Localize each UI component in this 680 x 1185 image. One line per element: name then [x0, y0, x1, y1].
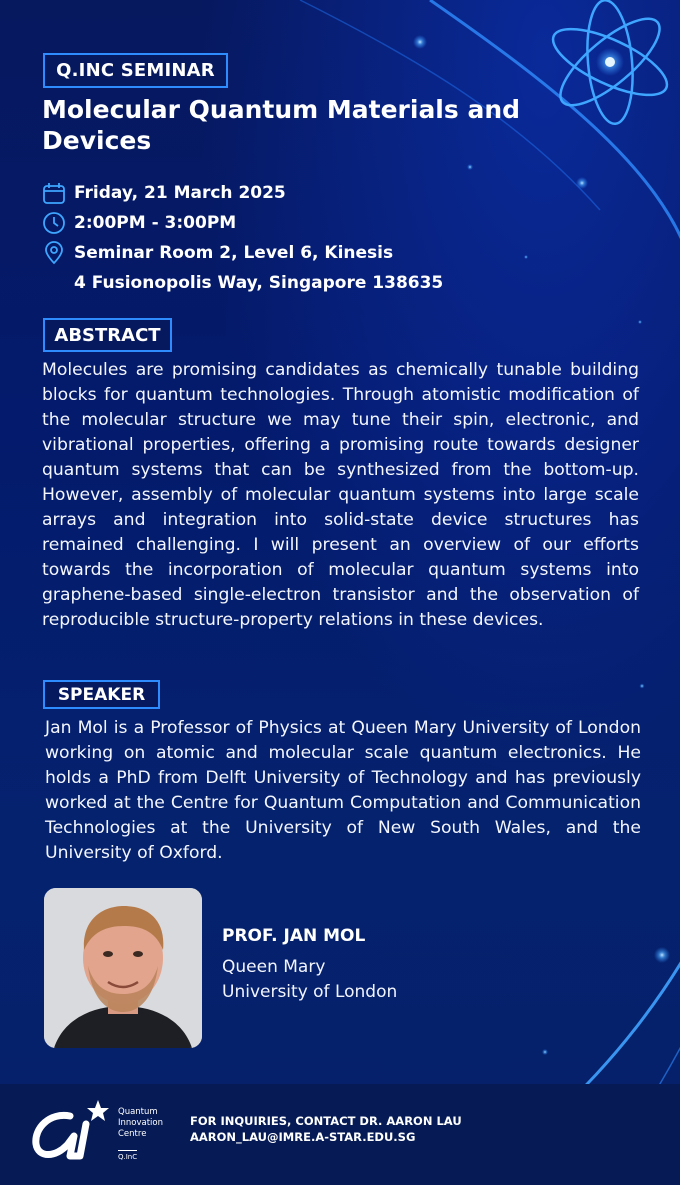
astar-logo	[30, 1098, 110, 1162]
logo-sub: Q.InC	[118, 1150, 137, 1161]
logo-line2: Innovation	[118, 1118, 164, 1128]
event-date: Friday, 21 March 2025	[74, 183, 286, 203]
clock-icon	[42, 211, 66, 235]
logo-line3: Centre	[118, 1129, 147, 1139]
venue-address-row	[42, 268, 502, 298]
calendar-icon	[42, 181, 66, 205]
location-pin-icon	[42, 241, 66, 265]
speaker-affiliation-line1: Queen Mary	[222, 957, 326, 977]
seminar-title: Molecular Quantum Materials and Devices	[42, 95, 521, 155]
speaker-bio: Jan Mol is a Professor of Physics at Queen Mary University of London working on atomic and molecular scale quantum electronics. He holds a PhD from Delft University of Technology and has previously worked at the Centre for Quantum Computation and Communication Technologies at the University of New South Wales, and the University of Oxford.	[45, 718, 641, 863]
event-venue-line1: Seminar Room 2, Level 6, Kinesis	[74, 243, 394, 263]
logo-text	[118, 1107, 163, 1140]
event-details	[42, 178, 502, 298]
date-row	[42, 178, 502, 208]
contact-email[interactable]: AARON_LAU@IMRE.A-STAR.EDU.SG	[190, 1130, 416, 1144]
speaker-photo	[44, 888, 202, 1048]
speaker-name: PROF. JAN MOL	[222, 926, 366, 946]
atom-icon	[545, 0, 676, 126]
contact-info	[190, 1113, 462, 1145]
abstract-text: Molecules are promising candidates as chemically tunable building blocks for quantum technologies. Through atomistic modification of the molecular structure we may tune their spin, electronic, and vibrational properties, offering a promising route towards designer quantum systems that can be synthesized from the bottom-up. However, assembly of molecular quantum systems into large scale arrays and integration into solid-state device structures has remained challenging. I will present an overview of our efforts towards the incorporation of molecular quantum systems into graphene-based single-electron transistor and the observation of reproducible structure-property relations in these devices.	[42, 360, 639, 630]
event-venue-line2: 4 Fusionopolis Way, Singapore 138635	[74, 273, 444, 293]
contact-line1: FOR INQUIRIES, CONTACT DR. AARON LAU	[190, 1114, 462, 1128]
time-row	[42, 208, 502, 238]
speaker-tag: SPEAKER	[43, 680, 160, 709]
seminar-tag: Q.INC SEMINAR	[43, 53, 228, 88]
event-time: 2:00PM - 3:00PM	[74, 213, 237, 233]
venue-row	[42, 238, 502, 268]
abstract-tag: ABSTRACT	[43, 318, 172, 352]
speaker-affiliation	[222, 955, 397, 1005]
logo-line1: Quantum	[118, 1107, 158, 1117]
speaker-affiliation-line2: University of London	[222, 982, 398, 1002]
